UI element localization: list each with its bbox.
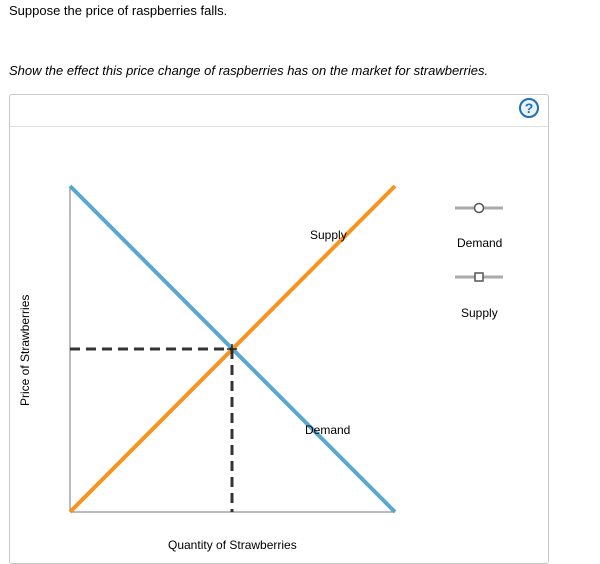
demand-tool-circle-icon — [475, 204, 484, 213]
demand-tool-label: Demand — [457, 236, 503, 250]
help-button[interactable]: ? — [519, 98, 539, 118]
instruction-text: Show the effect this price change of raspberries has on the market for strawberries. — [9, 63, 489, 78]
question-text: Suppose the price of raspberries falls. — [9, 3, 228, 18]
supply-tool[interactable] — [455, 273, 503, 281]
demand-tool[interactable] — [455, 204, 503, 213]
supply-curve-label: Supply — [310, 228, 347, 242]
x-axis-label: Quantity of Strawberries — [168, 538, 297, 552]
y-axis-label: Price of Strawberries — [18, 294, 32, 406]
supply-tool-label: Supply — [461, 306, 498, 320]
demand-curve-label: Demand — [305, 423, 351, 437]
supply-tool-square-icon — [475, 273, 483, 281]
